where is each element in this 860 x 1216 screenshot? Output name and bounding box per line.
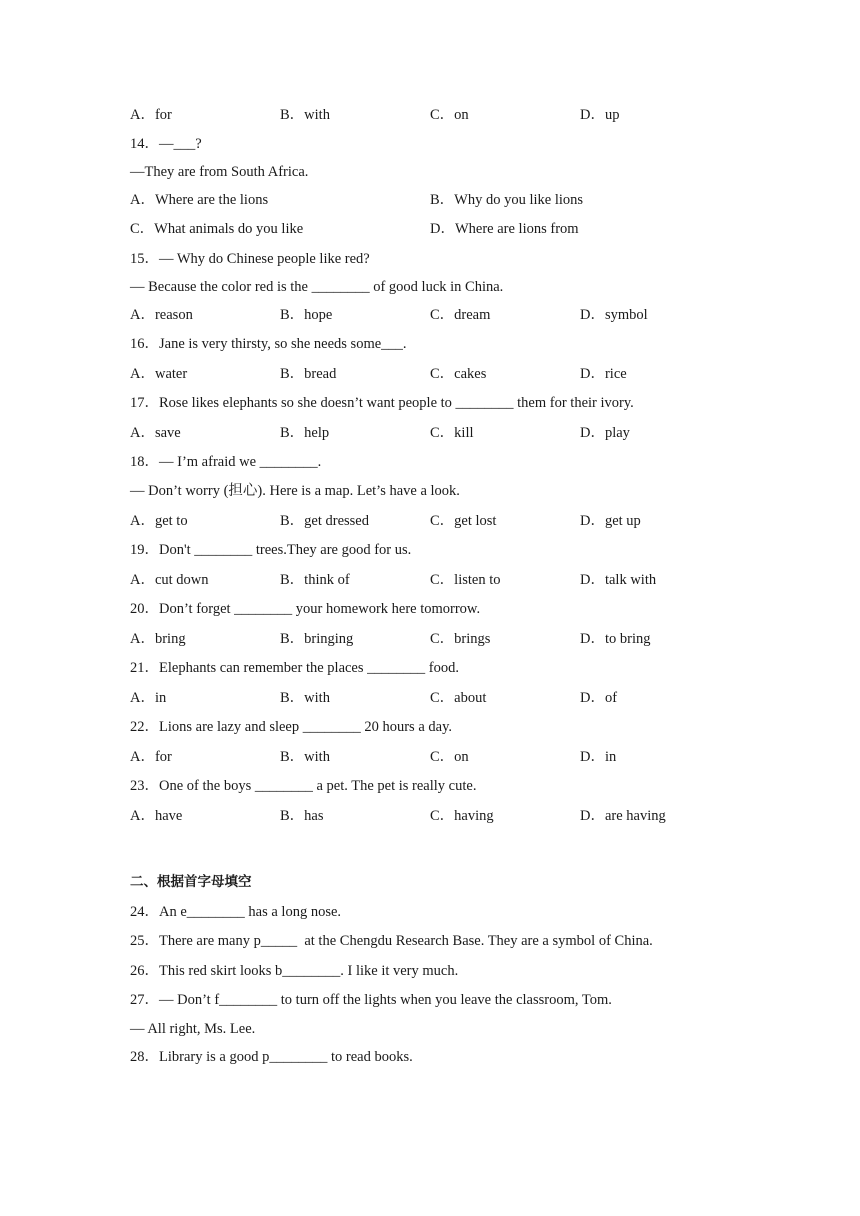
question-23: 23．One of the boys ________ a pet. The pet is really cute.	[130, 778, 477, 794]
option-16-a: A．water	[130, 366, 188, 382]
option-14-d: D．Where are lions from	[430, 221, 579, 237]
option-20-a: A．bring	[130, 631, 186, 647]
option-18-d: D．get up	[580, 513, 641, 529]
option-17-c: C．kill	[430, 425, 474, 441]
question-24: 24．An e________ has a long nose.	[130, 904, 342, 920]
option-19-c: C．listen to	[430, 572, 501, 588]
question-27-reply: — All right, Ms. Lee.	[130, 1021, 256, 1037]
option-15-d: D．symbol	[580, 307, 648, 323]
option-13-b: B．with	[280, 107, 330, 123]
option-19-a: A．cut down	[130, 572, 209, 588]
option-16-d: D．rice	[580, 366, 627, 382]
option-19-b: B．think of	[280, 572, 350, 588]
question-14-reply: —They are from South Africa.	[130, 164, 309, 180]
option-23-c: C．having	[430, 808, 494, 824]
question-17: 17．Rose likes elephants so she doesn’t want people to ________ them for their ivory.	[130, 395, 634, 411]
option-20-b: B．bringing	[280, 631, 354, 647]
question-21: 21．Elephants can remember the places ________ food.	[130, 660, 459, 676]
option-20-d: D．to bring	[580, 631, 651, 647]
question-19: 19．Don't ________ trees.They are good for us.	[130, 542, 412, 558]
option-17-d: D．play	[580, 425, 630, 441]
option-14-c: C．What animals do you like	[130, 221, 304, 237]
option-21-c: C．about	[430, 690, 487, 706]
question-15-reply: — Because the color red is the ________ of good luck in China.	[130, 279, 504, 295]
option-18-a: A．get to	[130, 513, 188, 529]
question-18: 18．— I’m afraid we ________.	[130, 454, 322, 470]
option-13-c: C．on	[430, 107, 469, 123]
option-21-b: B．with	[280, 690, 330, 706]
option-15-c: C．dream	[430, 307, 491, 323]
option-21-a: A．in	[130, 690, 167, 706]
question-20: 20．Don’t forget ________ your homework here tomorrow.	[130, 601, 481, 617]
option-22-c: C．on	[430, 749, 469, 765]
option-15-b: B．hope	[280, 307, 333, 323]
section-title: 二、根据首字母填空	[130, 874, 252, 890]
option-18-c: C．get lost	[430, 513, 497, 529]
option-17-a: A．save	[130, 425, 181, 441]
option-21-d: D．of	[580, 690, 618, 706]
question-22: 22．Lions are lazy and sleep ________ 20 hours a day.	[130, 719, 453, 735]
option-14-a: A．Where are the lions	[130, 192, 269, 208]
question-16: 16．Jane is very thirsty, so she needs some___.	[130, 336, 407, 352]
option-23-b: B．has	[280, 808, 324, 824]
question-14: 14．—___?	[130, 136, 202, 152]
option-22-b: B．with	[280, 749, 330, 765]
option-22-d: D．in	[580, 749, 617, 765]
option-15-a: A．reason	[130, 307, 193, 323]
option-23-a: A．have	[130, 808, 183, 824]
option-13-d: D．up	[580, 107, 620, 123]
option-20-c: C．brings	[430, 631, 491, 647]
question-15: 15．— Why do Chinese people like red?	[130, 251, 370, 267]
option-19-d: D．talk with	[580, 572, 657, 588]
question-18-reply: — Don’t worry (担心). Here is a map. Let’s have a look.	[130, 483, 460, 499]
question-28: 28．Library is a good p________ to read books.	[130, 1049, 413, 1065]
option-17-b: B．help	[280, 425, 330, 441]
option-14-b: B．Why do you like lions	[430, 192, 584, 208]
option-13-a: A．for	[130, 107, 172, 123]
option-18-b: B．get dressed	[280, 513, 369, 529]
option-23-d: D．are having	[580, 808, 666, 824]
option-22-a: A．for	[130, 749, 172, 765]
option-16-c: C．cakes	[430, 366, 487, 382]
question-26: 26．This red skirt looks b________. I like it very much.	[130, 963, 459, 979]
question-27: 27．— Don’t f________ to turn off the lights when you leave the classroom, Tom.	[130, 992, 612, 1008]
option-16-b: B．bread	[280, 366, 337, 382]
question-25: 25．There are many p_____ at the Chengdu Research Base. They are a symbol of China.	[130, 933, 653, 949]
